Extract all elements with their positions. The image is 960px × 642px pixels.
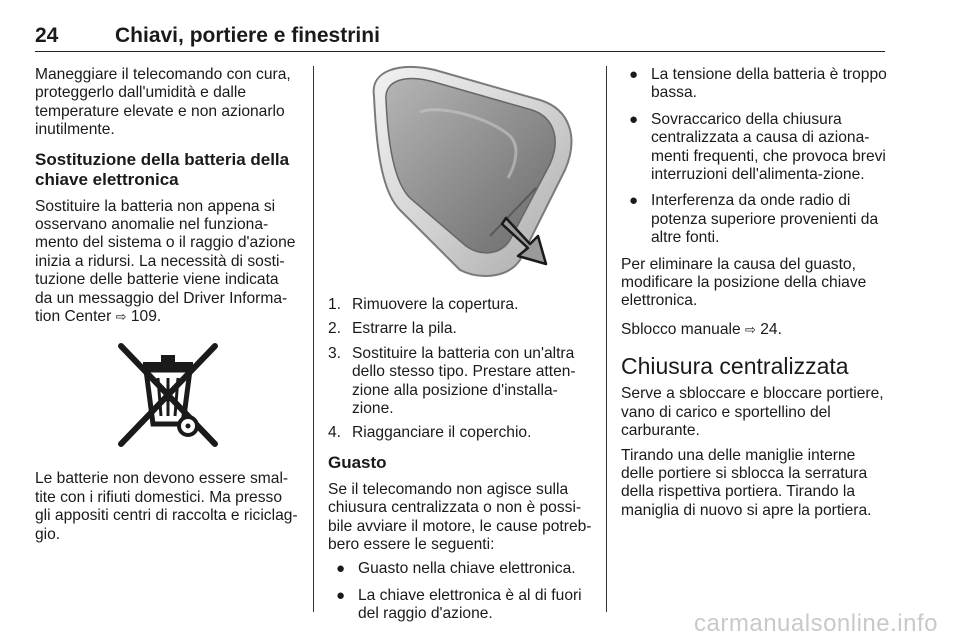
step-item xyxy=(328,320,593,338)
page-ref-link[interactable]: 24. xyxy=(760,320,782,338)
list-item-text: Guasto nella chiave elettronica. xyxy=(358,560,576,578)
bullet-icon: ● xyxy=(336,560,346,578)
column-3 xyxy=(621,66,889,530)
fault-paragraph: Se il telecomando non agisce sulla chiusura centralizzata o non è possi-bile avviare il motore, le cause potreb-bero essere le seguenti: xyxy=(328,480,592,554)
list-item-text: La chiave elettronica è al di fuori del raggio d'azione. xyxy=(358,586,582,623)
bullet-icon: ● xyxy=(629,110,639,128)
step-item xyxy=(328,345,593,419)
step-item xyxy=(328,296,593,314)
list-item xyxy=(328,560,593,578)
page-ref-arrow-icon: ⇨ xyxy=(744,321,756,337)
step-item xyxy=(328,424,593,442)
page-header xyxy=(35,20,885,52)
step-number: 3. xyxy=(328,344,342,362)
fault-causes-list-continued xyxy=(621,66,889,248)
list-item xyxy=(621,111,889,185)
step-text: Sostituire la batteria con un'altra dello stesso tipo. Prestare atten-zione alla posizione d'installa-zione. xyxy=(352,344,576,418)
fault-remedy-paragraph: Per eliminare la causa del guasto, modificare la posizione della chiave elettronica. xyxy=(621,255,867,310)
step-text: Rimuovere la copertura. xyxy=(352,296,519,313)
manual-unlock-text: Sblocco manuale xyxy=(621,320,741,338)
central-locking-paragraph: Serve a sbloccare e bloccare portiere, vano di carico e sportellino del carburante. xyxy=(621,385,884,440)
step-text: Estrarre la pila. xyxy=(352,320,457,338)
column-1 xyxy=(35,66,300,554)
disposal-paragraph: Le batterie non devono essere smal-tite con i rifiuti domestici. Ma presso gli appositi centri di raccolta e riciclag-gio. xyxy=(35,470,298,543)
bullet-icon: ● xyxy=(336,586,346,604)
crossed-bin-icon xyxy=(113,340,223,450)
step-number: 4. xyxy=(328,424,342,442)
manual-unlock-paragraph xyxy=(621,321,889,339)
page-ref-arrow-icon: ⇨ xyxy=(115,309,127,325)
fault-causes-list xyxy=(328,560,593,623)
column-2 xyxy=(328,66,593,632)
list-item xyxy=(621,66,889,103)
door-handle-paragraph: Tirando una delle maniglie interne delle portiere si sblocca la serratura della rispettiva portiera. Tirando la maniglia di nuovo si apre la portiera. xyxy=(621,446,872,519)
intro-paragraph: Maneggiare il telecomando con cura, proteggerlo dall'umidità e dalle temperature elevate e non azionarlo inutilmente. xyxy=(35,66,291,139)
central-locking-heading: Chiusura centralizzata xyxy=(621,353,849,380)
fault-heading: Guasto xyxy=(328,452,387,472)
battery-replacement-paragraph xyxy=(35,198,300,327)
column-divider-1 xyxy=(313,66,314,612)
bullet-icon: ● xyxy=(629,66,639,83)
step-number: 2. xyxy=(328,320,342,338)
list-item-text: Interferenza da onde radio di potenza superiore provenienti da altre fonti. xyxy=(651,192,879,247)
bullet-icon: ● xyxy=(629,192,639,210)
key-fob-battery-illustration xyxy=(340,60,590,282)
battery-replacement-heading: Sostituzione della batteria della chiave elettronica xyxy=(35,149,290,189)
list-item-text: Sovraccarico della chiusura centralizzata a causa di aziona-menti frequenti, che provoca brevi interruzioni dell'alimenta-zione. xyxy=(651,110,886,184)
page-ref-link[interactable]: 109. xyxy=(130,308,162,326)
chapter-title: Chiavi, portiere e finestrini xyxy=(115,24,380,47)
battery-steps-list xyxy=(328,296,593,443)
list-item xyxy=(328,587,593,624)
watermark: carmanualsonline.info xyxy=(694,610,938,637)
page-number: 24 xyxy=(35,24,59,47)
column-divider-2 xyxy=(606,66,607,612)
step-number: 1. xyxy=(328,296,342,313)
list-item-text: La tensione della batteria è troppo bassa. xyxy=(651,66,887,102)
battery-replacement-text: Sostituire la batteria non appena si osservano anomalie nel funziona-mento del sistema o il raggio d'azione inizia a ridursi. La necessità di sosti-tuzione delle batterie viene indicata da un messaggio del Driver Informa-tion Center xyxy=(35,197,296,326)
step-text: Riagganciare il coperchio. xyxy=(352,424,532,442)
list-item xyxy=(621,192,889,247)
